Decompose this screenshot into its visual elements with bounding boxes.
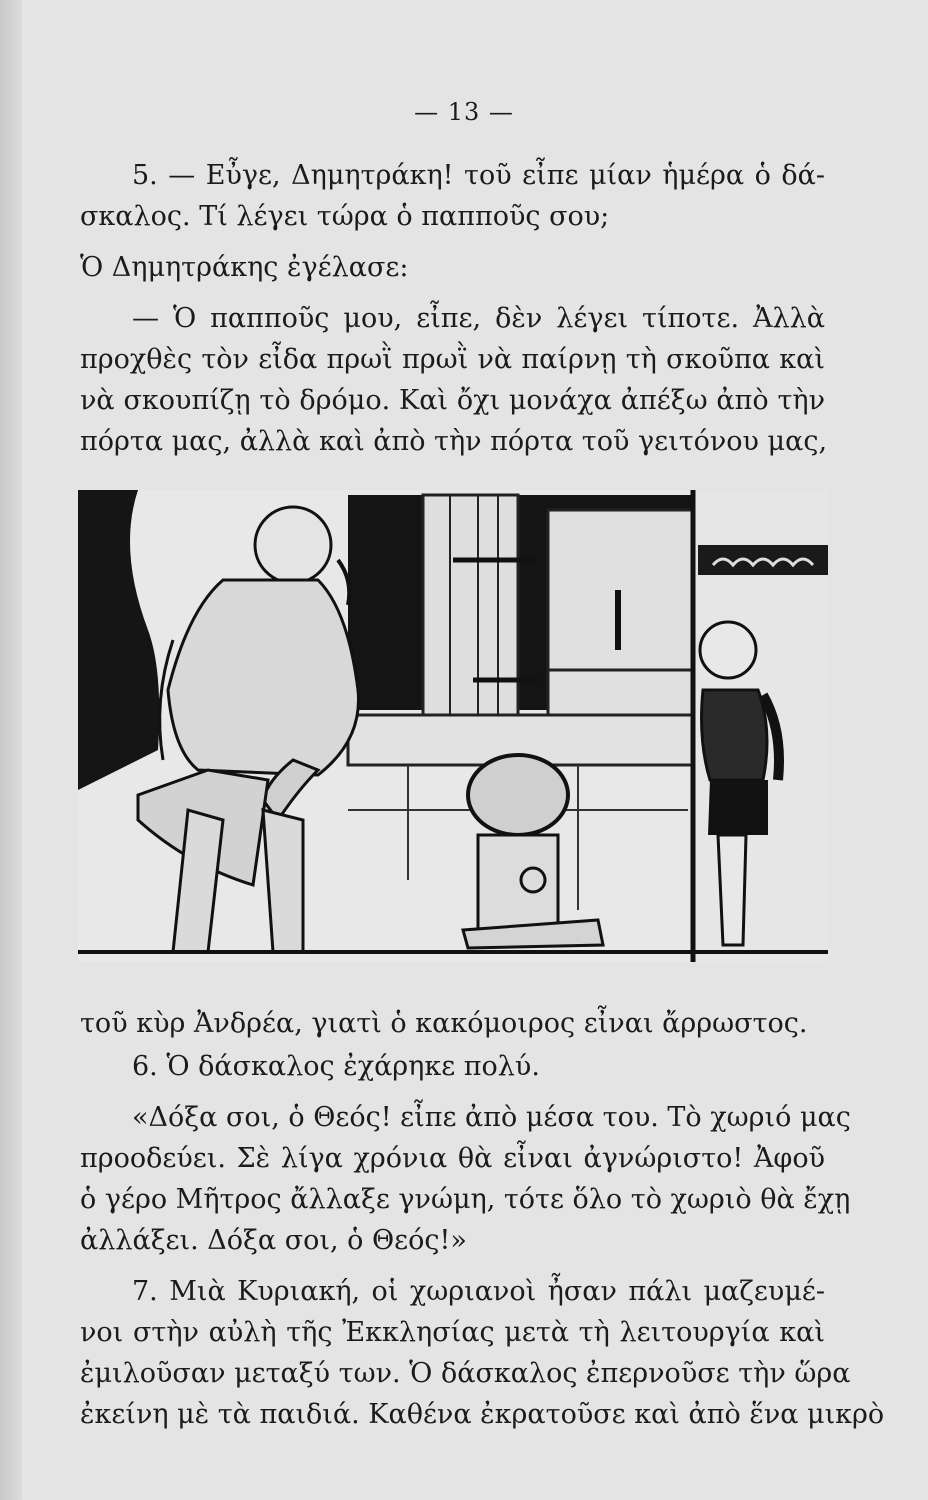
text-line: τοῦ κὺρ Ἀνδρέα, γιατὶ ὁ κακόμοιρος εἶναι ἄρρωστος. bbox=[80, 1008, 808, 1039]
page-binding-edge bbox=[0, 0, 22, 1500]
text-line: Ὁ Δημητράκης ἐγέλασε: bbox=[80, 252, 409, 283]
text-line: σκαλος. Τί λέγει τώρα ὁ παπποῦς σου; bbox=[80, 201, 610, 232]
page-number: — 13 — bbox=[414, 98, 514, 126]
text-line: — Ὁ παπποῦς μου, εἶπε, δὲν λέγει τίποτε. Ἀλλὰ bbox=[132, 303, 825, 334]
text-line: ἀλλάξει. Δόξα σοι, ὁ Θεός!» bbox=[80, 1225, 467, 1256]
text-line: 6. Ὁ δάσκαλος ἐχάρηκε πολύ. bbox=[132, 1051, 540, 1082]
text-line: νὰ σκουπίζῃ τὸ δρόμο. Καὶ ὄχι μονάχα ἀπέξω ἀπὸ τὴν bbox=[80, 385, 825, 416]
text-line: 7. Μιὰ Κυριακή, οἱ χωριανοὶ ἦσαν πάλι μαζευμέ- bbox=[132, 1276, 825, 1307]
old-man-sweeping-and-boy-illustration bbox=[78, 490, 828, 962]
text-line: «Δόξα σοι, ὁ Θεός! εἶπε ἀπὸ μέσα του. Τὸ χωριό μας bbox=[132, 1102, 851, 1133]
bottom-text bbox=[80, 1003, 885, 1435]
text-line: ἐκείνη μὲ τὰ παιδιά. Καθένα ἐκρατοῦσε καὶ ἀπὸ ἕνα μικρὸ bbox=[80, 1399, 885, 1430]
text-line: ἐμιλοῦσαν μεταξύ των. Ὁ δάσκαλος ἐπερνοῦσε τὴν ὥρα bbox=[80, 1358, 851, 1389]
text-line: νοι στὴν αὐλὴ τῆς Ἐκκλησίας μετὰ τὴ λειτουργία καὶ bbox=[80, 1317, 825, 1348]
text-line: 5. — Εὖγε, Δημητράκη! τοῦ εἶπε μίαν ἡμέρα ὁ δά- bbox=[132, 160, 825, 191]
text-line: ὁ γέρο Μῆτρος ἄλλαξε γνώμη, τότε ὅλο τὸ χωριὸ θὰ ἔχῃ bbox=[80, 1184, 851, 1215]
text-line: πόρτα μας, ἀλλὰ καὶ ἀπὸ τὴν πόρτα τοῦ γειτόνου μας, bbox=[80, 426, 828, 457]
top-text bbox=[80, 155, 828, 462]
text-line: προοδεύει. Σὲ λίγα χρόνια θὰ εἶναι ἀγνώριστο! Ἀφοῦ bbox=[80, 1143, 825, 1174]
text-line: προχθὲς τὸν εἶδα πρωῒ πρωῒ νὰ παίρνῃ τὴ σκοῦπα καὶ bbox=[80, 344, 825, 375]
